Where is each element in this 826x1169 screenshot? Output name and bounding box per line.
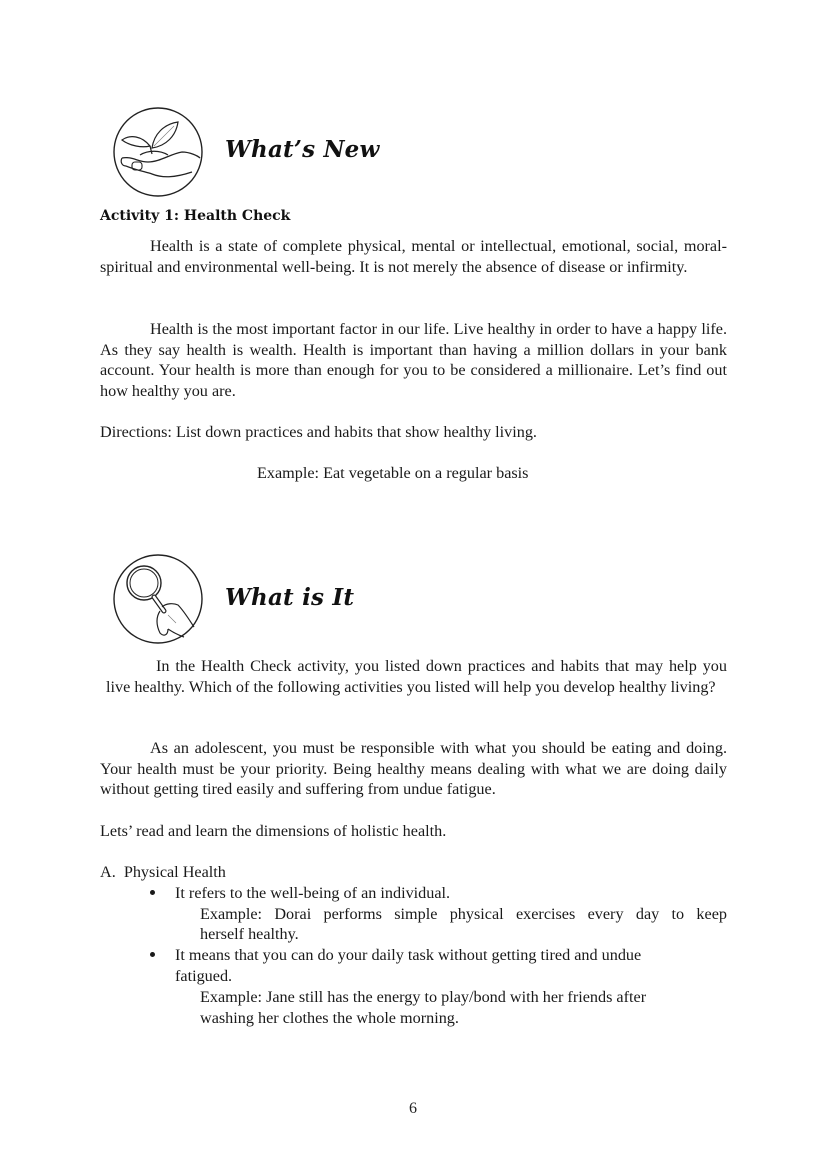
bullet-example: herself healthy. xyxy=(200,925,299,943)
paragraph-health-definition: Health is a state of complete physical, mental or intellectual, emotional, social, moral-spiritual and environmental well-being. It is not merely the absence of disease or infirmity. xyxy=(100,237,727,276)
paragraph-adolescent-responsibility: As an adolescent, you must be responsible with what you should be eating and doing. Your health must be your priority. Being healthy means dealing with what we are doing daily without getting tired easily and suffering from undue fatigue. xyxy=(100,739,727,799)
section-title-whats-new: What’s New xyxy=(225,136,380,163)
paragraph-health-check-recap: In the Health Check activity, you listed down practices and habits that may help you live healthy. Which of the following activities you listed will help you develop healthy living? xyxy=(106,657,727,696)
bullet-example: washing her clothes the whole morning. xyxy=(200,1009,459,1027)
hand-with-seedling-icon xyxy=(112,106,204,198)
directions-text: Directions: List down practices and habits that show healthy living. xyxy=(100,423,537,441)
bullet-example: Example: Jane still has the energy to play/bond with her friends after xyxy=(200,988,647,1006)
bullet-text: fatigued. xyxy=(175,967,233,985)
example-text: Example: Eat vegetable on a regular basis xyxy=(257,464,529,482)
paragraph-health-importance: Health is the most important factor in our life. Live healthy in order to have a happy life. As they say health is wealth. Health is important than having a million dollars in your bank account. Your health is more than enough for you to be considered a millionaire. Let’s find out how healthy you are. xyxy=(100,320,727,400)
page-number: 6 xyxy=(409,1100,417,1117)
dimensions-intro: Lets’ read and learn the dimensions of holistic health. xyxy=(100,822,447,840)
bullet-text: It means that you can do your daily task without getting tired and undue xyxy=(175,946,642,964)
bullet-example: Example: Dorai performs simple physical exercises every day to keep xyxy=(200,905,727,923)
bullet-text: It refers to the well-being of an individual. xyxy=(175,884,451,902)
bullet-icon xyxy=(150,952,155,957)
bullet-icon xyxy=(150,890,155,895)
magnifying-glass-icon xyxy=(112,553,204,645)
list-heading-physical-health: A. Physical Health xyxy=(100,863,226,881)
activity-title: Activity 1: Health Check xyxy=(100,208,291,224)
section-title-what-is-it: What is It xyxy=(225,584,355,611)
